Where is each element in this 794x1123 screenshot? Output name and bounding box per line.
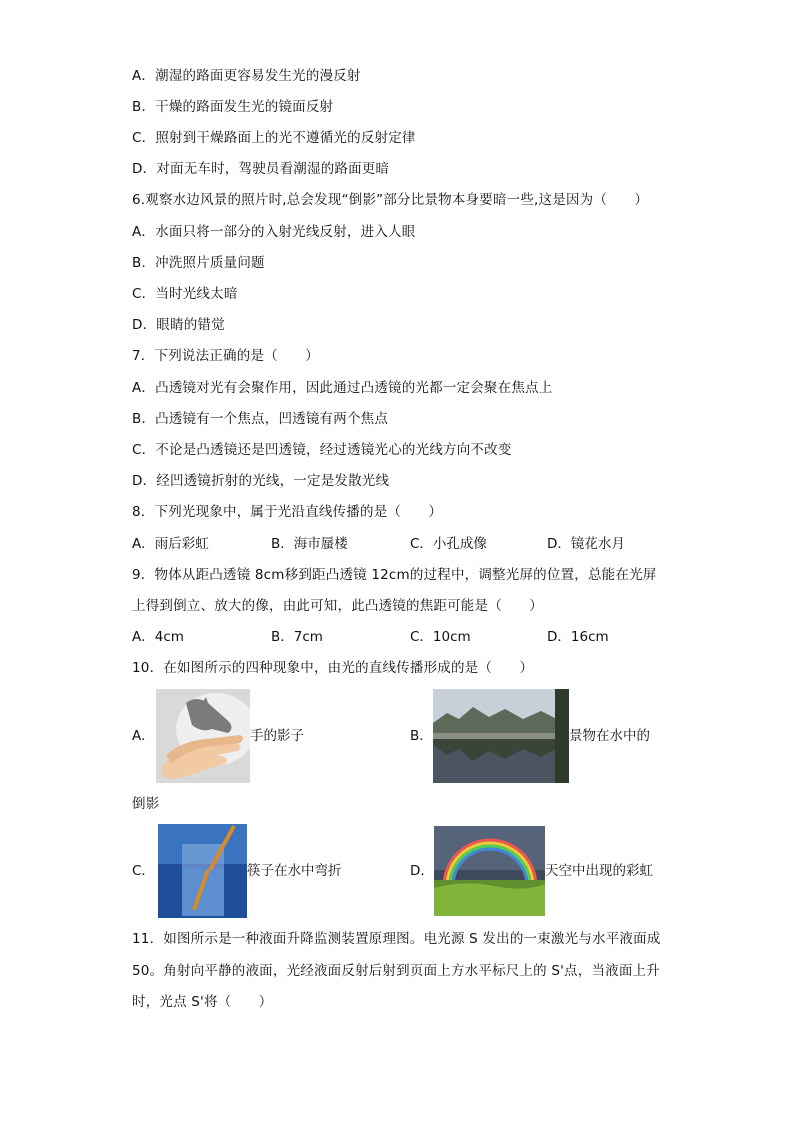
q9-option-b: B．7cm [271,629,323,645]
q10-d-letter: D． [410,863,434,879]
q6-option-a: A．水面只将一部分的入射光线反射，进入人眼 [132,224,416,240]
q11-line3: 时，光点 S'将（ ） [132,994,273,1010]
q7-stem: 7．下列说法正确的是（ ） [132,348,319,364]
q5-option-b: B．干燥的路面发生光的镜面反射 [132,99,334,115]
water-reflection-image [433,689,569,783]
q7-option-a: A．凸透镜对光有会聚作用，因此通过凸透镜的光都一定会聚在焦点上 [132,380,553,396]
q10-stem: 10．在如图所示的四种现象中，由光的直线传播形成的是（ ） [132,660,534,676]
rainbow-image [434,826,545,916]
q6-option-d: D．眼睛的错觉 [132,317,225,333]
q7-option-d: D．经凹透镜折射的光线，一定是发散光线 [132,473,390,489]
q7-option-b: B．凸透镜有一个焦点，凹透镜有两个焦点 [132,411,389,427]
q9-option-a: A．4cm [132,629,184,645]
q10-a-letter: A． [132,728,155,744]
bent-chopstick-image [158,824,247,918]
q11-line2: 50。角射向平静的液面，光经液面反射后射到页面上方水平标尺上的 S'点，当液面上升 [132,963,660,979]
q8-option-b: B．海市蜃楼 [271,536,348,552]
q5-option-a: A．潮湿的路面更容易发生光的漫反射 [132,68,361,84]
q10-c-letter: C． [132,863,155,879]
q10-c-text: 筷子在水中弯折 [247,863,342,879]
q5-option-d: D．对面无车时，驾驶员看潮湿的路面更暗 [132,161,390,177]
q5-option-c: C．照射到干燥路面上的光不遵循光的反射定律 [132,130,416,146]
q8-option-a: A．雨后彩虹 [132,536,209,552]
q8-option-c: C．小孔成像 [410,536,487,552]
q7-option-c: C．不论是凸透镜还是凹透镜，经过透镜光心的光线方向不改变 [132,442,512,458]
q9-stem-line2: 上得到倒立、放大的像，由此可知，此凸透镜的焦距可能是（ ） [132,598,543,614]
q10-d-text: 天空中出现的彩虹 [545,863,653,879]
q10-b-text: 景物在水中的 [569,728,650,744]
q10-a-text: 手的影子 [250,728,304,744]
hand-shadow-image [156,689,250,783]
q11-line1: 11．如图所示是一种液面升降监测装置原理图。电光源 S 发出的一束激光与水平液面成 [132,931,661,947]
q9-stem-line1: 9．物体从距凸透镜 8cm移到距凸透镜 12cm的过程中，调整光屏的位置，总能在光屏 [132,567,657,583]
q8-option-d: D．镜花水月 [547,536,625,552]
q10-b-letter: B． [410,728,433,744]
q10-b-text-continued: 倒影 [132,796,160,812]
q8-stem: 8．下列光现象中，属于光沿直线传播的是（ ） [132,504,443,520]
q9-option-d: D．16cm [547,629,609,645]
q6-stem: 6.观察水边风景的照片时,总会发现“倒影”部分比景物本身要暗一些,这是因为（ ） [132,192,649,208]
q6-option-c: C．当时光线太暗 [132,286,238,302]
q6-option-b: B．冲洗照片质量问题 [132,255,265,271]
q9-option-c: C．10cm [410,629,471,645]
